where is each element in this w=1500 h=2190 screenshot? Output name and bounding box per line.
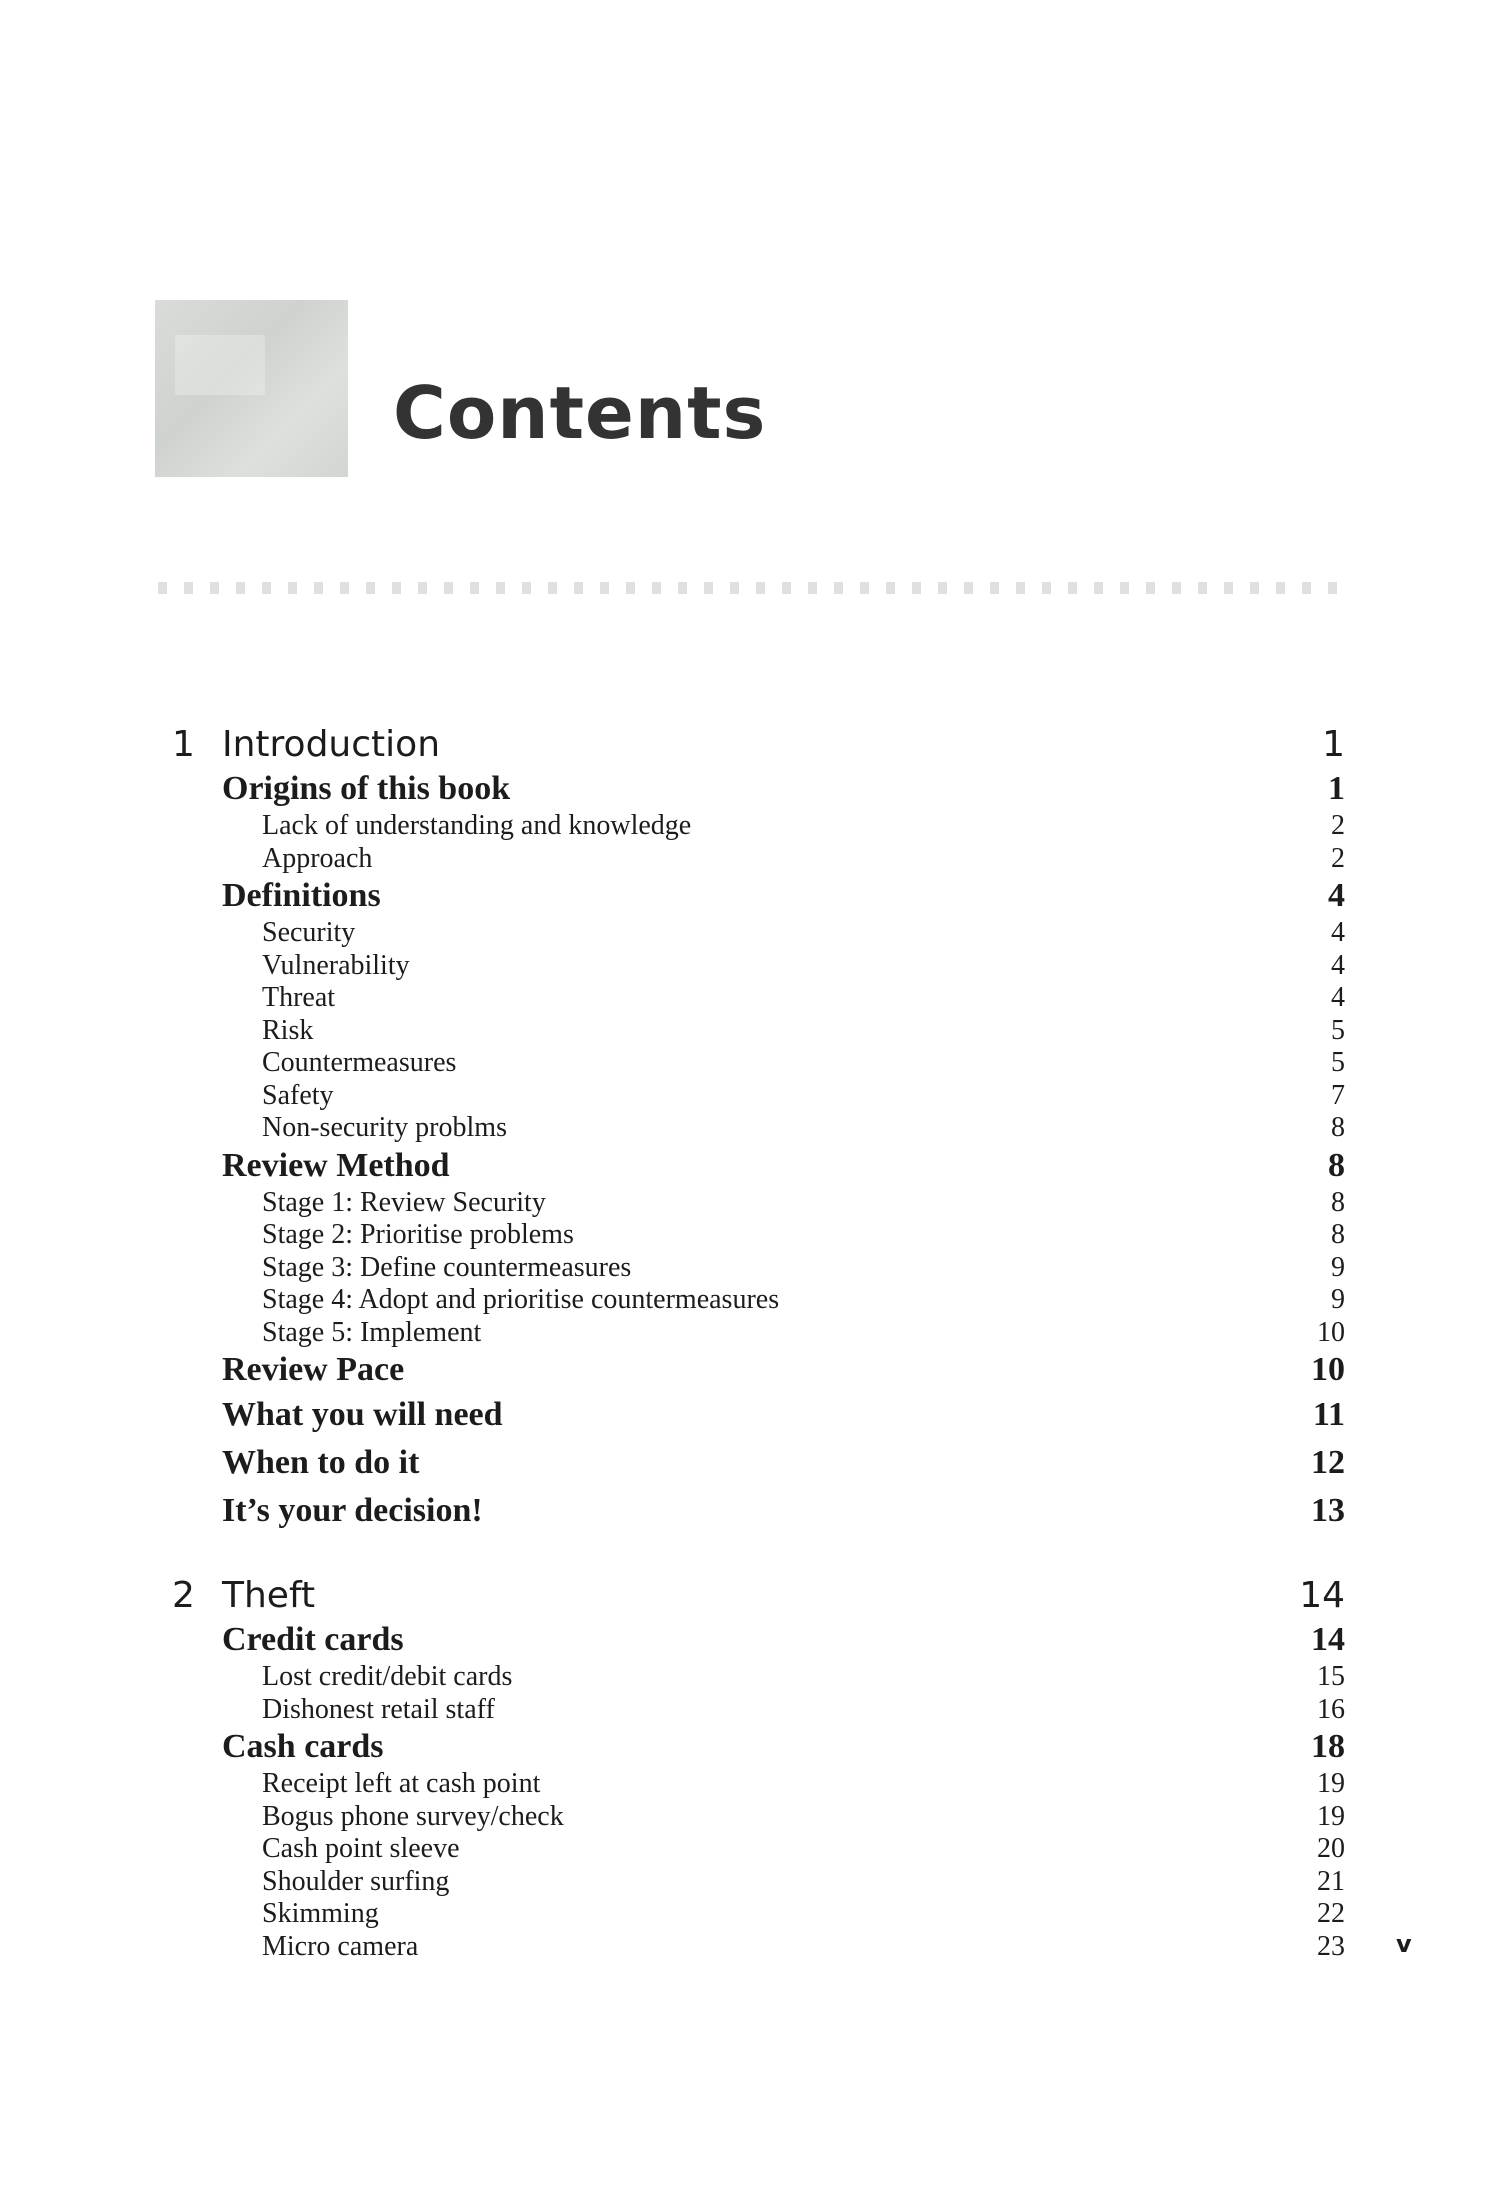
toc-chapter-heading [0, 1573, 1500, 1619]
entry-page: 8 [1331, 1112, 1345, 1143]
entry-page: 19 [1317, 1768, 1345, 1799]
entry-title: Micro camera [262, 1930, 419, 1962]
toc-entry [0, 950, 1500, 983]
toc-entry [0, 1768, 1500, 1801]
entry-title: Risk [262, 1014, 314, 1046]
toc-section [0, 1439, 1500, 1487]
entry-title: Approach [262, 842, 373, 874]
entry-title: Stage 1: Review Security [262, 1186, 546, 1218]
chapter-number: 2 [172, 1575, 195, 1616]
toc-entry [0, 1284, 1500, 1317]
toc-section [0, 1726, 1500, 1768]
toc-entry [0, 1187, 1500, 1220]
toc-entry [0, 1661, 1500, 1694]
section-title: When to do it [222, 1444, 420, 1481]
toc-entry [0, 1047, 1500, 1080]
section-title: Review Method [222, 1146, 450, 1184]
toc-entry [0, 1866, 1500, 1899]
entry-page: 9 [1331, 1251, 1345, 1283]
section-page: 10 [1311, 1351, 1345, 1388]
entry-page: 10 [1317, 1316, 1345, 1348]
entry-title: Receipt left at cash point [262, 1768, 541, 1799]
table-of-contents [0, 722, 1500, 2001]
entry-title: Lack of understanding and knowledge [262, 810, 692, 841]
entry-title: Countermeasures [262, 1047, 457, 1078]
entry-title: Vulnerability [262, 949, 410, 981]
toc-entry [0, 1219, 1500, 1252]
entry-page: 4 [1331, 982, 1345, 1013]
entry-page: 16 [1317, 1693, 1345, 1725]
chapter-page: 1 [1322, 724, 1345, 765]
toc-entry [0, 1694, 1500, 1727]
section-page: 14 [1311, 1621, 1345, 1658]
section-title: Cash cards [222, 1728, 384, 1765]
section-page: 8 [1328, 1146, 1345, 1184]
entry-page: 8 [1331, 1186, 1345, 1218]
section-page: 4 [1328, 877, 1345, 914]
toc-section [0, 1619, 1500, 1661]
entry-title: Cash point sleeve [262, 1833, 460, 1864]
toc-section [0, 1145, 1500, 1187]
toc-entry [0, 982, 1500, 1015]
entry-title: Safety [262, 1079, 334, 1111]
entry-title: Dishonest retail staff [262, 1693, 495, 1725]
entry-title: Threat [262, 982, 336, 1013]
header-image [155, 300, 348, 477]
entry-page: 9 [1331, 1284, 1345, 1315]
entry-title: Lost credit/debit cards [262, 1661, 513, 1692]
entry-page: 23 [1317, 1930, 1345, 1962]
chapter-title: Theft [222, 1575, 316, 1616]
page-title: Contents [393, 371, 767, 455]
entry-title: Stage 5: Implement [262, 1316, 482, 1348]
section-title: Credit cards [222, 1621, 404, 1658]
entry-page: 5 [1331, 1014, 1345, 1046]
entry-title: Stage 3: Define countermeasures [262, 1251, 632, 1283]
entry-title: Stage 4: Adopt and prioritise countermeasures [262, 1284, 780, 1315]
entry-page: 4 [1331, 949, 1345, 981]
entry-title: Stage 2: Prioritise problems [262, 1219, 574, 1250]
toc-entry [0, 1015, 1500, 1048]
section-title: It’s your decision! [222, 1492, 483, 1529]
toc-section [0, 1391, 1500, 1439]
section-page: 12 [1311, 1444, 1345, 1481]
entry-page: 15 [1317, 1661, 1345, 1692]
toc-section [0, 768, 1500, 810]
section-page: 11 [1312, 1396, 1345, 1433]
entry-title: Security [262, 917, 356, 948]
section-page: 18 [1311, 1728, 1345, 1765]
toc-section [0, 1349, 1500, 1391]
toc-entry [0, 1080, 1500, 1113]
toc-chapter [0, 1573, 1500, 1963]
entry-title: Non-security problms [262, 1112, 507, 1143]
entry-title: Shoulder surfing [262, 1865, 450, 1897]
entry-page: 2 [1331, 842, 1345, 874]
toc-chapter [0, 722, 1500, 1535]
section-title: Definitions [222, 877, 381, 914]
toc-section [0, 875, 1500, 917]
entry-page: 4 [1331, 917, 1345, 948]
toc-entry [0, 1931, 1500, 1964]
section-title: Origins of this book [222, 770, 511, 807]
entry-title: Bogus phone survey/check [262, 1800, 564, 1832]
toc-entry [0, 1317, 1500, 1350]
toc-entry [0, 1252, 1500, 1285]
entry-page: 5 [1331, 1047, 1345, 1078]
toc-entry [0, 843, 1500, 876]
section-title: What you will need [222, 1396, 503, 1433]
chapter-number: 1 [172, 724, 195, 765]
toc-entry [0, 1898, 1500, 1931]
entry-title: Skimming [262, 1898, 379, 1929]
entry-page: 21 [1317, 1865, 1345, 1897]
section-page: 1 [1328, 770, 1345, 807]
decorative-rule [158, 582, 1345, 594]
toc-section [0, 1487, 1500, 1535]
chapter-page: 14 [1299, 1575, 1345, 1616]
entry-page: 2 [1331, 810, 1345, 841]
entry-page: 19 [1317, 1800, 1345, 1832]
entry-page: 7 [1331, 1079, 1345, 1111]
entry-page: 22 [1317, 1898, 1345, 1929]
entry-page: 20 [1317, 1833, 1345, 1864]
toc-entry [0, 917, 1500, 950]
toc-entry [0, 1801, 1500, 1834]
chapter-title: Introduction [222, 724, 441, 765]
toc-entry [0, 1833, 1500, 1866]
toc-entry [0, 1112, 1500, 1145]
page-folio: v [1396, 1930, 1412, 1958]
toc-entry [0, 810, 1500, 843]
section-title: Review Pace [222, 1351, 405, 1388]
section-page: 13 [1311, 1492, 1345, 1529]
entry-page: 8 [1331, 1219, 1345, 1250]
toc-chapter-heading [0, 722, 1500, 768]
